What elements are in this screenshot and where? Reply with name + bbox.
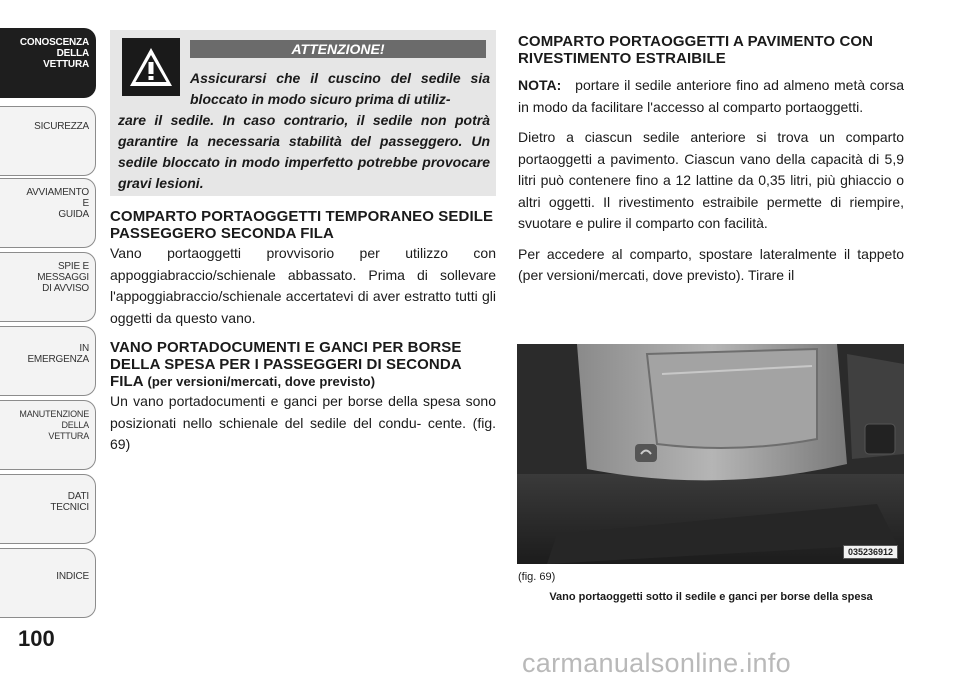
seat-photo-illustration xyxy=(517,344,904,564)
tab-sicurezza[interactable]: SICUREZZA xyxy=(0,106,96,176)
section-heading: VANO PORTADOCUMENTI E GANCI PER BORSE DELLA SPESA PER I PASSEGGERI DI SECONDA FILA (per versioni/mercati, dove previsto) xyxy=(110,339,462,390)
figure-caption: Vano portaoggetti sotto il sedile e ganci per borse della spesa xyxy=(549,591,873,603)
tab-manutenzione-della-vettura[interactable]: MANUTENZIONE DELLA VETTURA xyxy=(0,400,96,470)
section-body: Dietro a ciascun sedile anteriore si trova un comparto portaoggetti a pavimento. Ciascun vano della capacità di 5,9 litri può contenere fino a 12 lattine da 0,35 litri, più ghiaccio o altri oggetti. Il rivestimento estraibile permette di riempire, svuotare e pulire il comparto con facilità. xyxy=(518,129,904,231)
figure-code: 035236912 xyxy=(843,545,898,559)
section-heading: COMPARTO PORTAOGGETTI A PAVIMENTO CON RIVESTIMENTO ESTRAIBILE xyxy=(518,33,874,67)
warning-text-first: Assicurarsi che il cuscino del sedile sia bloccato in modo sicuro prima di utiliz- xyxy=(190,70,490,107)
figure-reference: (fig. 69) xyxy=(518,571,556,583)
seat-storage-photo xyxy=(517,344,904,564)
section-heading: COMPARTO PORTAOGGETTI TEMPORANEO SEDILE PASSEGGERO SECONDA FILA xyxy=(110,208,494,242)
warning-triangle-icon xyxy=(122,38,180,96)
tab-avviamento-e-guida[interactable]: AVVIAMENTO E GUIDA xyxy=(0,178,96,248)
tab-spie-e-messaggi[interactable]: SPIE E MESSAGGI DI AVVISO xyxy=(0,252,96,322)
section-body: Per accedere al comparto, spostare lateralmente il tappeto (per versioni/mercati, dove previsto). Tirare il xyxy=(518,245,904,283)
page-number: 100 xyxy=(18,626,55,651)
section-body: Vano portaoggetti provvisorio per utilizzo con appoggiabraccio/schienale abbassato. Prima di sollevare l'appoggiabraccio/schienale accertatevi di aver estratto tutti gli oggetti da questo vano. xyxy=(110,245,496,326)
right-column xyxy=(518,33,904,287)
tab-indice[interactable]: INDICE xyxy=(0,548,96,618)
tab-dati-tecnici[interactable]: DATI TECNICI xyxy=(0,474,96,544)
note-paragraph: NOTA: portare il sedile anteriore fino ad almeno metà corsa in modo da facilitare l'accesso al comparto portaoggetti. xyxy=(518,77,904,115)
left-column xyxy=(110,208,496,456)
section-body: Un vano portadocumenti e ganci per borse della spesa sono posizionati nello schienale del sedile del condu- cente. (fig. 69) xyxy=(110,393,496,452)
warning-box xyxy=(110,30,496,196)
watermark: carmanualsonline.info xyxy=(522,648,791,678)
tab-conoscenza-della-vettura[interactable]: CONOSCENZA DELLA VETTURA xyxy=(0,28,96,98)
tab-in-emergenza[interactable]: IN EMERGENZA xyxy=(0,326,96,396)
warning-title: ATTENZIONE! xyxy=(190,40,486,58)
warning-text-rest: zare il sedile. In caso contrario, il sedile non potrà garantire la necessaria stabilità del passeggero. Un sedile bloccato in modo imperfetto potrebbe provocare gravi lesioni. xyxy=(118,112,490,191)
